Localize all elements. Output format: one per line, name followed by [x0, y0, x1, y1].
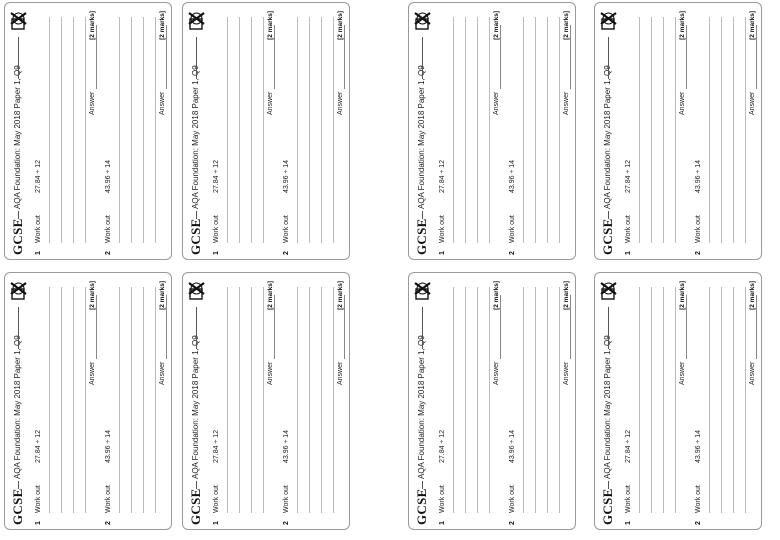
answer-line: [756, 25, 757, 89]
working-line: [523, 17, 524, 243]
question-instruction: Work out: [35, 215, 42, 243]
question-expression: 43.96 ÷ 14: [695, 159, 702, 193]
working-line: [721, 287, 722, 513]
working-line: [131, 287, 132, 513]
working-line: [453, 287, 454, 513]
working-line: [119, 287, 120, 513]
answer-label: Answer: [89, 361, 96, 385]
gcse-label: GCSE: [188, 488, 203, 525]
working-line: [465, 17, 466, 243]
question-number: 1: [625, 251, 632, 255]
marks-label: [2 marks]: [337, 11, 344, 40]
answer-label: Answer: [267, 361, 274, 385]
card-content: [595, 273, 762, 530]
question-expression: 27.84 ÷ 12: [625, 429, 632, 463]
card-header: [9, 279, 29, 525]
question-expression: 43.96 ÷ 14: [509, 159, 516, 193]
question-instruction: Work out: [439, 485, 446, 513]
paper-title: AQA Foundation: May 2018 Paper 1, Q9: [191, 335, 200, 479]
question-instruction: Work out: [213, 485, 220, 513]
answer-line: [274, 295, 275, 359]
header-rule: [608, 37, 609, 79]
question-instruction: Work out: [283, 215, 290, 243]
question-number: 2: [509, 251, 516, 255]
paper-title: AQA Foundation: May 2018 Paper 1, Q9: [417, 335, 426, 479]
question-2: [105, 9, 169, 255]
header-rule: [422, 307, 423, 349]
card-4: [182, 272, 350, 530]
header-rule: [196, 307, 197, 349]
working-line: [61, 17, 62, 243]
card-6: [408, 272, 576, 530]
question-number: 2: [509, 521, 516, 525]
card-2: [4, 272, 172, 530]
working-line: [477, 287, 478, 513]
header-rule: [196, 37, 197, 79]
question-expression: 43.96 ÷ 14: [105, 159, 112, 193]
paper-title: AQA Foundation: May 2018 Paper 1, Q9: [603, 335, 612, 479]
working-line: [663, 287, 664, 513]
working-line: [297, 17, 298, 243]
working-line: [227, 287, 228, 513]
gcse-label: GCSE: [600, 488, 615, 525]
question-number: 1: [439, 251, 446, 255]
working-line: [85, 287, 86, 513]
question-1: [439, 9, 503, 255]
working-line: [239, 287, 240, 513]
question-instruction: Work out: [509, 215, 516, 243]
question-expression: 43.96 ÷ 14: [283, 159, 290, 193]
card-content: [409, 3, 576, 260]
working-line: [49, 287, 50, 513]
question-2: [509, 9, 573, 255]
question-number: 1: [625, 521, 632, 525]
gcse-label: GCSE: [10, 218, 25, 255]
maths-x-logo-icon: [598, 281, 618, 301]
working-line: [639, 17, 640, 243]
header-rule: [422, 481, 423, 489]
answer-label: Answer: [337, 91, 344, 115]
working-line: [453, 17, 454, 243]
card-content: [183, 3, 350, 260]
question-instruction: Work out: [625, 485, 632, 513]
card-3: [182, 2, 350, 260]
paper-title: AQA Foundation: May 2018 Paper 1, Q9: [13, 335, 22, 479]
card-header: [599, 9, 619, 255]
header-rule: [18, 481, 19, 489]
maths-x-logo-icon: [186, 11, 206, 31]
question-expression: 43.96 ÷ 14: [105, 429, 112, 463]
working-line: [263, 287, 264, 513]
working-line: [333, 287, 334, 513]
working-line: [535, 17, 536, 243]
working-line: [477, 17, 478, 243]
working-line: [85, 17, 86, 243]
answer-line: [686, 25, 687, 89]
working-line: [559, 17, 560, 243]
question-number: 2: [283, 521, 290, 525]
answer-label: Answer: [267, 91, 274, 115]
marks-label: [2 marks]: [679, 281, 686, 310]
answer-line: [686, 295, 687, 359]
question-instruction: Work out: [283, 485, 290, 513]
answer-label: Answer: [563, 361, 570, 385]
answer-label: Answer: [159, 91, 166, 115]
answer-label: Answer: [749, 91, 756, 115]
maths-x-logo-icon: [598, 11, 618, 31]
question-number: 1: [213, 251, 220, 255]
question-expression: 43.96 ÷ 14: [509, 429, 516, 463]
card-header: [9, 9, 29, 255]
working-line: [709, 17, 710, 243]
card-header: [187, 279, 207, 525]
question-expression: 27.84 ÷ 12: [439, 159, 446, 193]
gcse-label: GCSE: [10, 488, 25, 525]
working-line: [263, 17, 264, 243]
working-line: [155, 287, 156, 513]
header-rule: [422, 37, 423, 79]
card-content: [409, 273, 576, 530]
card-header: [413, 279, 433, 525]
question-instruction: Work out: [695, 215, 702, 243]
answer-line: [756, 295, 757, 359]
working-line: [297, 287, 298, 513]
question-instruction: Work out: [105, 215, 112, 243]
question-instruction: Work out: [509, 485, 516, 513]
card-header: [413, 9, 433, 255]
question-instruction: Work out: [439, 215, 446, 243]
header-rule: [18, 37, 19, 79]
working-line: [309, 17, 310, 243]
answer-label: Answer: [493, 361, 500, 385]
working-line: [73, 17, 74, 243]
question-expression: 27.84 ÷ 12: [213, 429, 220, 463]
working-line: [309, 287, 310, 513]
answer-label: Answer: [679, 361, 686, 385]
question-1: [213, 279, 277, 525]
working-line: [663, 17, 664, 243]
header-rule: [18, 307, 19, 349]
answer-line: [500, 25, 501, 89]
paper-title: AQA Foundation: May 2018 Paper 1, Q9: [603, 65, 612, 209]
answer-label: Answer: [337, 361, 344, 385]
question-expression: 27.84 ÷ 12: [213, 159, 220, 193]
question-expression: 27.84 ÷ 12: [35, 159, 42, 193]
working-line: [675, 287, 676, 513]
working-line: [651, 287, 652, 513]
question-instruction: Work out: [695, 485, 702, 513]
working-line: [547, 287, 548, 513]
answer-line: [166, 25, 167, 89]
working-line: [535, 287, 536, 513]
question-number: 2: [105, 521, 112, 525]
answer-label: Answer: [749, 361, 756, 385]
working-line: [745, 17, 746, 243]
working-line: [733, 17, 734, 243]
paper-title: AQA Foundation: May 2018 Paper 1, Q9: [13, 65, 22, 209]
maths-x-logo-icon: [8, 11, 28, 31]
header-rule: [608, 307, 609, 349]
answer-line: [500, 295, 501, 359]
question-2: [105, 279, 169, 525]
header-rule: [608, 211, 609, 219]
marks-label: [2 marks]: [563, 281, 570, 310]
working-line: [675, 17, 676, 243]
answer-line: [570, 25, 571, 89]
working-line: [651, 17, 652, 243]
answer-label: Answer: [89, 91, 96, 115]
card-7: [594, 2, 762, 260]
answer-label: Answer: [159, 361, 166, 385]
marks-label: [2 marks]: [337, 281, 344, 310]
question-1: [213, 9, 277, 255]
question-expression: 27.84 ÷ 12: [439, 429, 446, 463]
question-expression: 27.84 ÷ 12: [625, 159, 632, 193]
marks-label: [2 marks]: [493, 281, 500, 310]
marks-label: [2 marks]: [89, 281, 96, 310]
question-1: [35, 279, 99, 525]
answer-line: [570, 295, 571, 359]
header-rule: [196, 481, 197, 489]
question-1: [439, 279, 503, 525]
answer-line: [344, 25, 345, 89]
card-header: [599, 279, 619, 525]
working-line: [143, 17, 144, 243]
gcse-label: GCSE: [188, 218, 203, 255]
maths-x-logo-icon: [412, 11, 432, 31]
answer-line: [274, 25, 275, 89]
question-2: [695, 279, 759, 525]
working-line: [239, 17, 240, 243]
question-instruction: Work out: [35, 485, 42, 513]
working-line: [321, 17, 322, 243]
maths-x-logo-icon: [8, 281, 28, 301]
card-8: [594, 272, 762, 530]
working-line: [559, 287, 560, 513]
paper-title: AQA Foundation: May 2018 Paper 1, Q9: [191, 65, 200, 209]
card-header: [187, 9, 207, 255]
question-number: 1: [35, 251, 42, 255]
answer-line: [96, 25, 97, 89]
working-line: [251, 287, 252, 513]
answer-label: Answer: [563, 91, 570, 115]
question-1: [625, 9, 689, 255]
working-line: [131, 17, 132, 243]
question-number: 1: [439, 521, 446, 525]
paper-title: AQA Foundation: May 2018 Paper 1, Q9: [417, 65, 426, 209]
card-content: [5, 273, 172, 530]
gcse-label: GCSE: [600, 218, 615, 255]
gcse-label: GCSE: [414, 218, 429, 255]
marks-label: [2 marks]: [563, 11, 570, 40]
maths-x-logo-icon: [186, 281, 206, 301]
answer-line: [344, 295, 345, 359]
working-line: [333, 17, 334, 243]
header-rule: [18, 211, 19, 219]
question-number: 1: [35, 521, 42, 525]
working-line: [227, 17, 228, 243]
question-instruction: Work out: [105, 485, 112, 513]
header-rule: [608, 481, 609, 489]
header-rule: [422, 211, 423, 219]
marks-label: [2 marks]: [749, 281, 756, 310]
answer-label: Answer: [493, 91, 500, 115]
marks-label: [2 marks]: [749, 11, 756, 40]
working-line: [709, 287, 710, 513]
marks-label: [2 marks]: [679, 11, 686, 40]
question-number: 2: [283, 251, 290, 255]
gcse-label: GCSE: [414, 488, 429, 525]
card-content: [5, 3, 172, 260]
working-line: [49, 17, 50, 243]
working-line: [547, 17, 548, 243]
marks-label: [2 marks]: [493, 11, 500, 40]
question-instruction: Work out: [213, 215, 220, 243]
card-1: [4, 2, 172, 260]
card-content: [595, 3, 762, 260]
marks-label: [2 marks]: [267, 11, 274, 40]
working-line: [321, 287, 322, 513]
question-number: 2: [695, 251, 702, 255]
question-2: [283, 279, 347, 525]
working-line: [155, 17, 156, 243]
answer-label: Answer: [679, 91, 686, 115]
card-content: [183, 273, 350, 530]
maths-x-logo-icon: [412, 281, 432, 301]
question-1: [35, 9, 99, 255]
working-line: [73, 287, 74, 513]
question-number: 1: [213, 521, 220, 525]
header-rule: [196, 211, 197, 219]
working-line: [119, 17, 120, 243]
card-5: [408, 2, 576, 260]
working-line: [61, 287, 62, 513]
question-2: [283, 9, 347, 255]
question-number: 2: [695, 521, 702, 525]
question-expression: 43.96 ÷ 14: [283, 429, 290, 463]
question-expression: 43.96 ÷ 14: [695, 429, 702, 463]
answer-line: [96, 295, 97, 359]
working-line: [251, 17, 252, 243]
marks-label: [2 marks]: [159, 281, 166, 310]
marks-label: [2 marks]: [159, 11, 166, 40]
marks-label: [2 marks]: [267, 281, 274, 310]
question-1: [625, 279, 689, 525]
working-line: [745, 287, 746, 513]
question-2: [695, 9, 759, 255]
question-instruction: Work out: [625, 215, 632, 243]
working-line: [639, 287, 640, 513]
working-line: [523, 287, 524, 513]
working-line: [721, 17, 722, 243]
question-expression: 27.84 ÷ 12: [35, 429, 42, 463]
working-line: [489, 287, 490, 513]
working-line: [143, 287, 144, 513]
working-line: [733, 287, 734, 513]
answer-line: [166, 295, 167, 359]
working-line: [489, 17, 490, 243]
question-2: [509, 279, 573, 525]
marks-label: [2 marks]: [89, 11, 96, 40]
question-number: 2: [105, 251, 112, 255]
working-line: [465, 287, 466, 513]
